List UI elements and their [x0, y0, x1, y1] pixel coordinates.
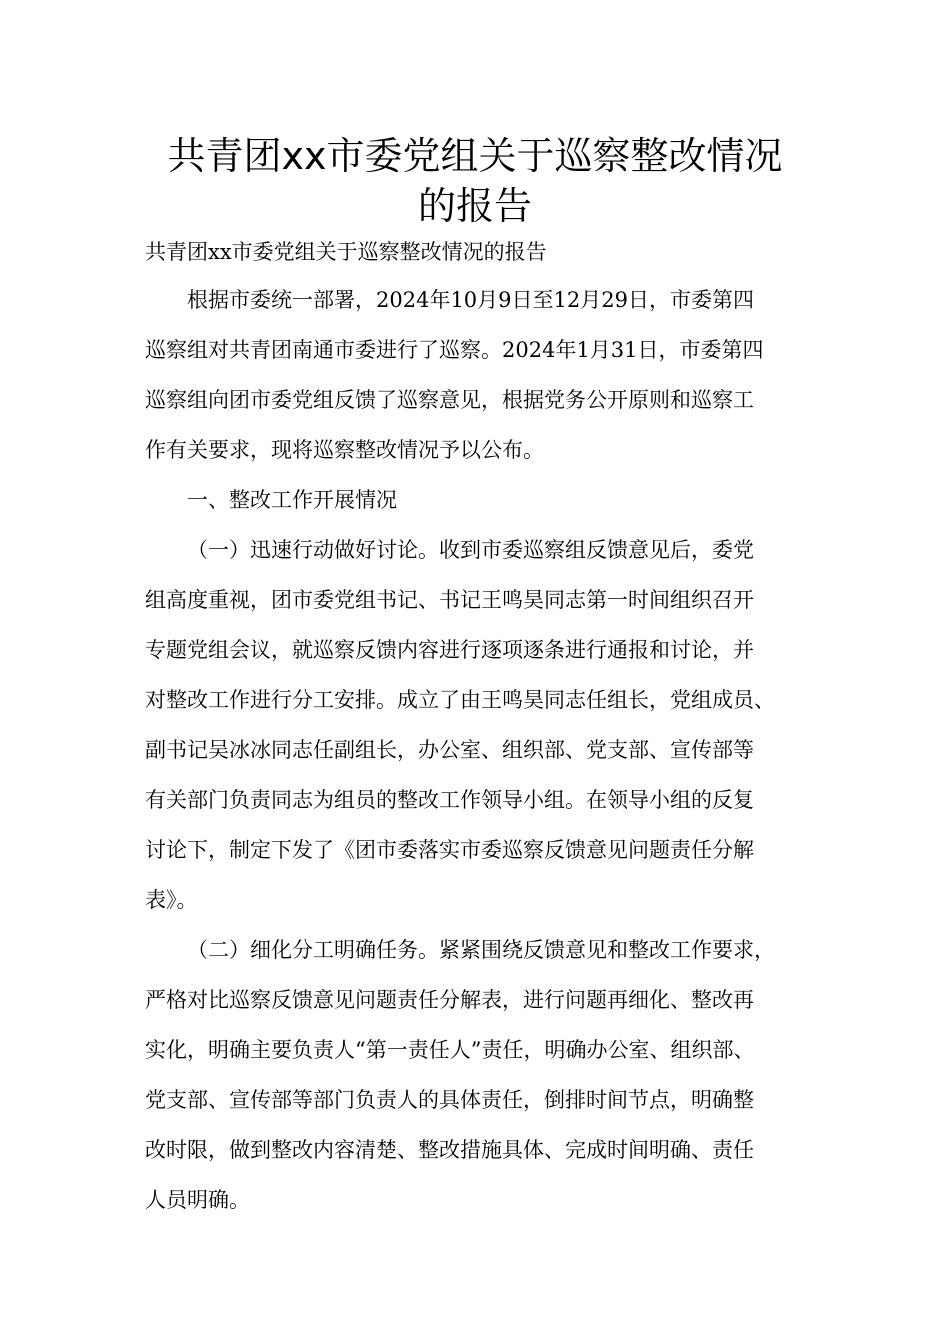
paragraph-line: 巡察组对共青团南通市委进行了巡察。2024年1月31日，市委第四 [145, 338, 764, 362]
paragraph-line: 专题党组会议，就巡察反馈内容进行逐项逐条进行通报和讨论，并 [145, 638, 754, 662]
paragraph-line: 作有关要求，现将巡察整改情况予以公布。 [145, 438, 544, 462]
paragraph-line: 组高度重视，团市委党组书记、书记王鸣昊同志第一时间组织召开 [145, 588, 754, 612]
paragraph-line: 讨论下，制定下发了《团市委落实市委巡察反馈意见问题责任分解 [145, 838, 754, 862]
paragraph-line: 实化，明确主要负责人“第一责任人”责任，明确办公室、组织部、 [145, 1038, 755, 1062]
paragraph-line: 表》。 [145, 888, 198, 912]
paragraph-line: 改时限，做到整改内容清楚、整改措施具体、完成时间明确、责任 [145, 1138, 754, 1162]
paragraph-line: 严格对比巡察反馈意见问题责任分解表，进行问题再细化、整改再 [145, 988, 754, 1012]
document-title-line-2: 的报告 [417, 184, 532, 228]
paragraph-line: 巡察组向团市委党组反馈了巡察意见，根据党务公开原则和巡察工 [145, 388, 754, 412]
document-subtitle: 共青团xx市委党组关于巡察整改情况的报告 [145, 240, 547, 264]
paragraph-line: 有关部门负责同志为组员的整改工作领导小组。在领导小组的反复 [145, 788, 754, 812]
paragraph-line: 党支部、宣传部等部门负责人的具体责任，倒排时间节点，明确整 [145, 1088, 754, 1112]
paragraph-line: （二）细化分工明确任务。紧紧围绕反馈意见和整改工作要求， [187, 938, 775, 962]
paragraph-line: 人员明确。 [145, 1188, 250, 1212]
section-heading: 一、整改工作开展情况 [187, 488, 397, 512]
paragraph-line: 副书记吴冰冰同志任副组长，办公室、组织部、党支部、宣传部等 [145, 738, 754, 762]
paragraph-line: 根据市委统一部署，2024年10月9日至12月29日，市委第四 [187, 288, 754, 312]
paragraph-line: （一）迅速行动做好讨论。收到市委巡察组反馈意见后，委党 [187, 538, 754, 562]
paragraph-line: 对整改工作进行分工安排。成立了由王鸣昊同志任组长，党组成员、 [145, 688, 775, 712]
document-title-line-1: 共青团xx市委党组关于巡察整改情况 [167, 134, 783, 178]
